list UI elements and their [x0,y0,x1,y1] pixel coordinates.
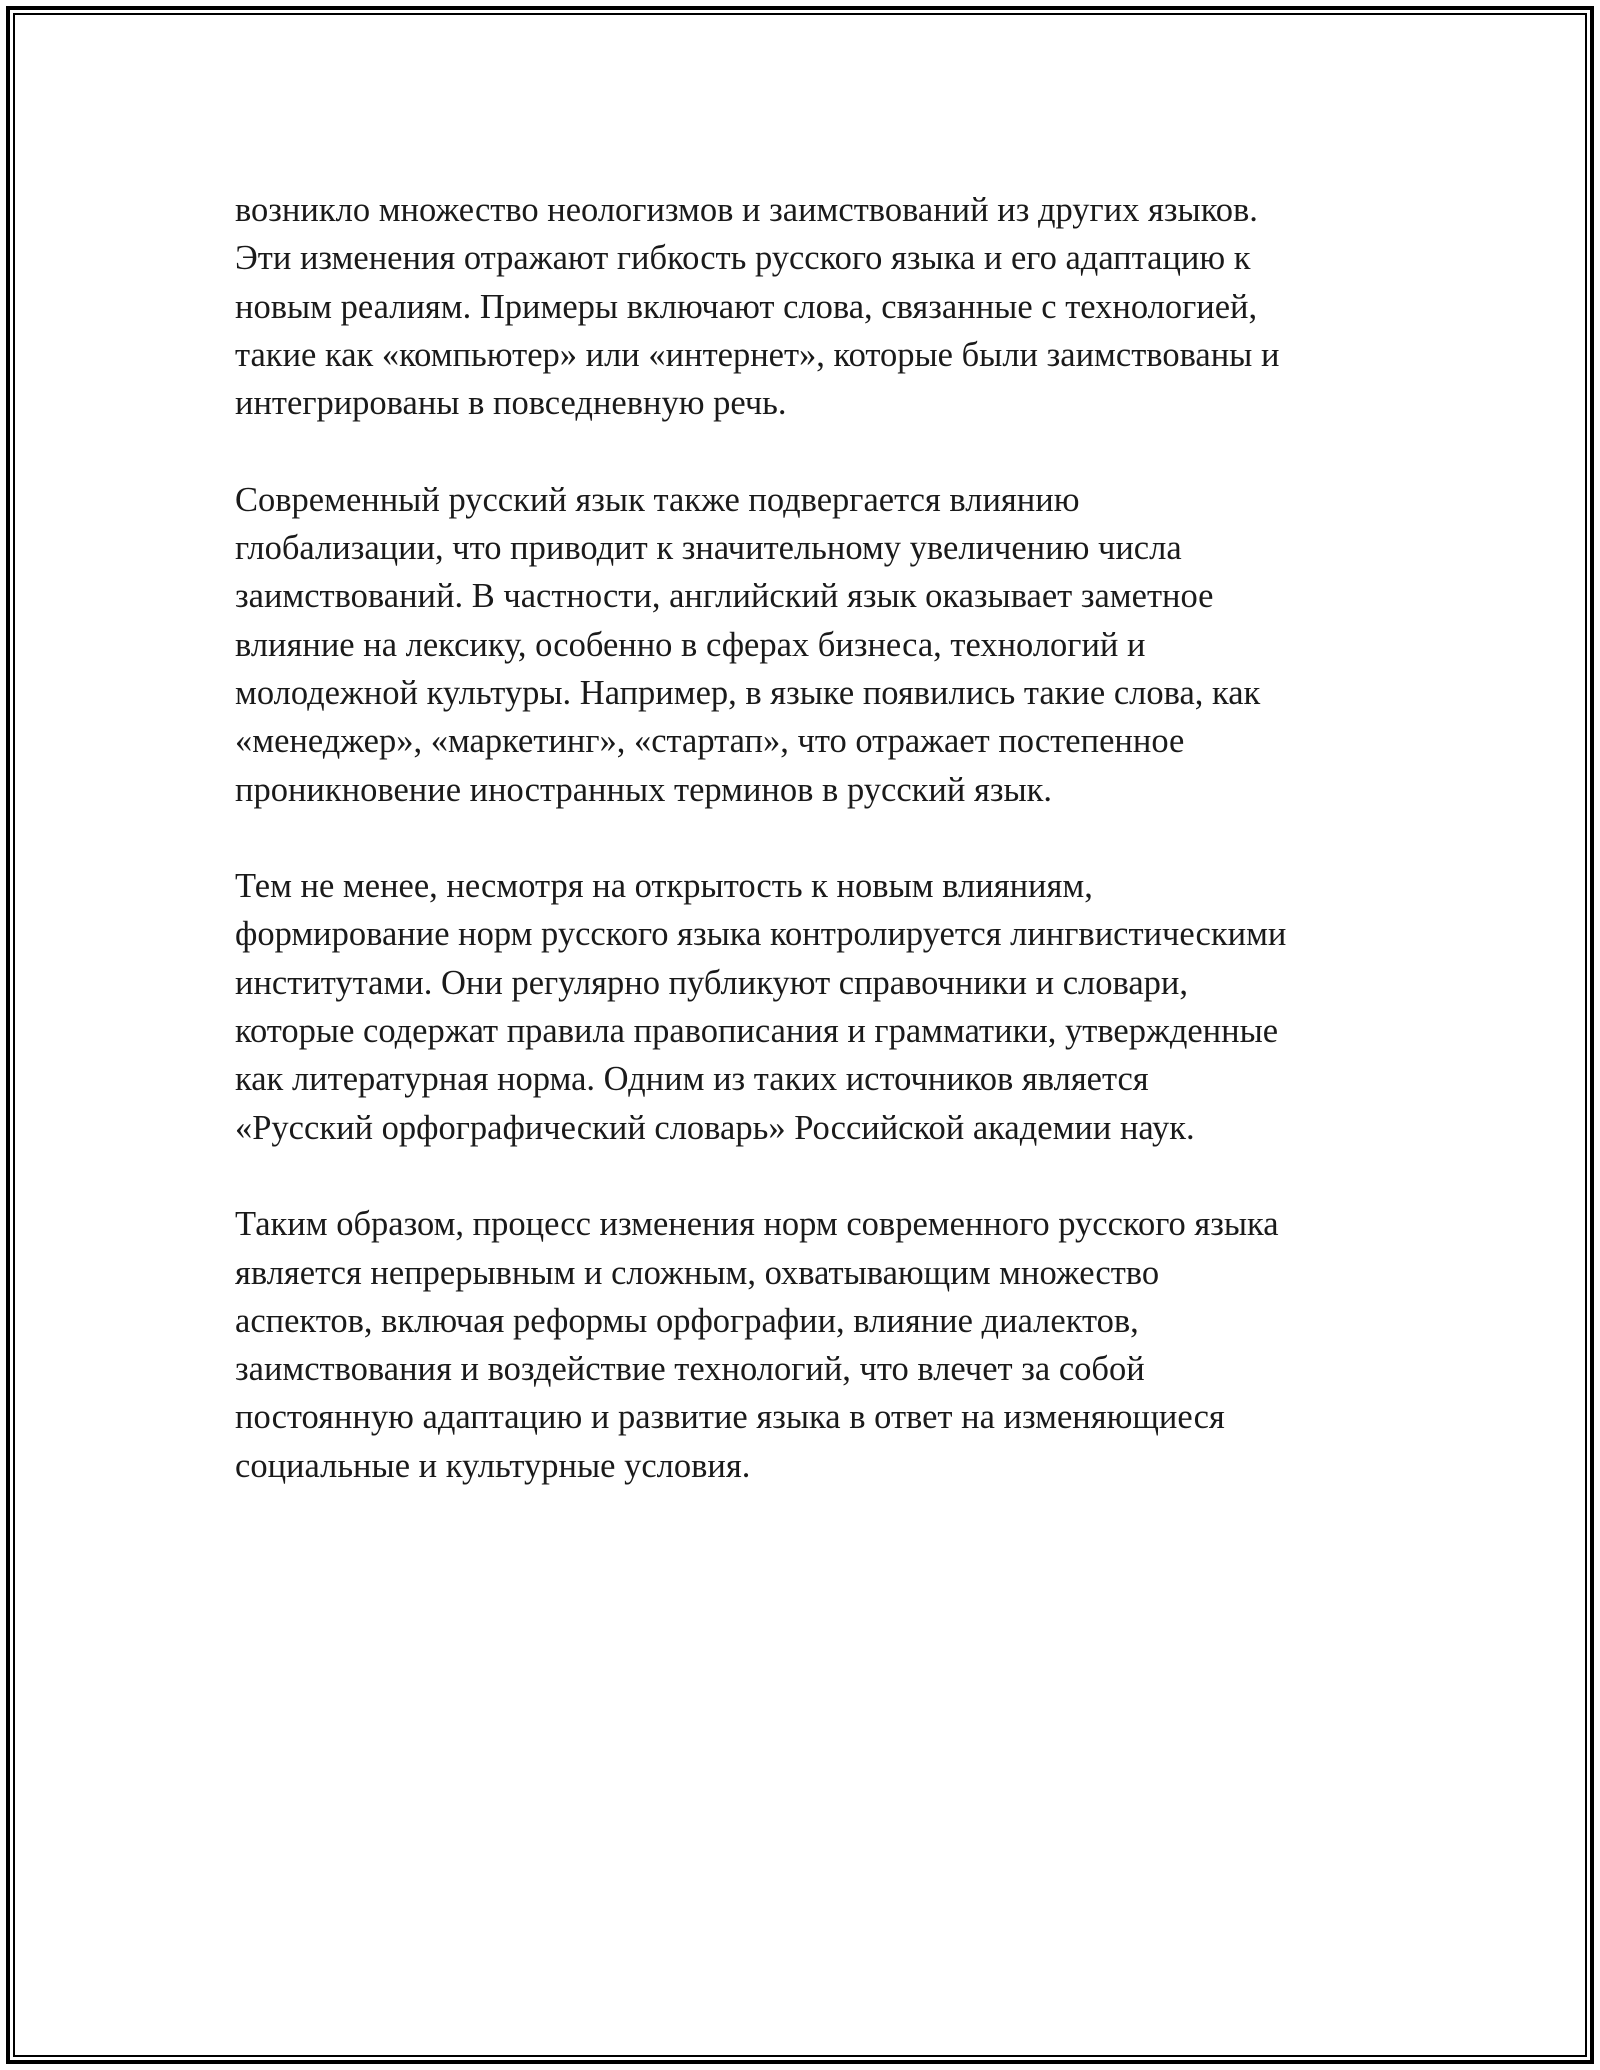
paragraph-4: Таким образом, процесс изменения норм современного русского языка является непрерывным и сложным, охватывающим множество аспектов, включая реформы орфографии, влияние диалектов, заимствования и воздействие технологий, что влечет за собой постоянную адаптацию и развитие языка в ответ на изменяющиеся социальные и культурные условия. [235,1205,1279,1485]
document-body [235,186,1375,1538]
paragraph-3: Тем не менее, несмотря на открытость к новым влияниям, формирование норм русского языка контролируется лингвистическими институтами. Они регулярно публикуют справочники и словари, которые содержат правила правописания и грамматики, утвержденные как литературная норма. Одним из таких источников является «Русский орфографический словарь» Российской академии наук. [235,867,1287,1147]
paragraph-1: возникло множество неологизмов и заимствований из других языков. Эти изменения отражают гибкость русского языка и его адаптацию к новым реалиям. Примеры включают слова, связанные с технологией, такие как «компьютер» или «интернет», которые были заимствованы и интегрированы в повседневную речь. [235,191,1280,423]
paragraph-2: Современный русский язык также подвергается влиянию глобализации, что приводит к значительному увеличению числа заимствований. В частности, английский язык оказывает заметное влияние на лексику, особенно в сферах бизнеса, технологий и молодежной культуры. Например, в языке появились такие слова, как «менеджер», «маркетинг», «стартап», что отражает постепенное проникновение иностранных терминов в русский язык. [235,480,1261,809]
